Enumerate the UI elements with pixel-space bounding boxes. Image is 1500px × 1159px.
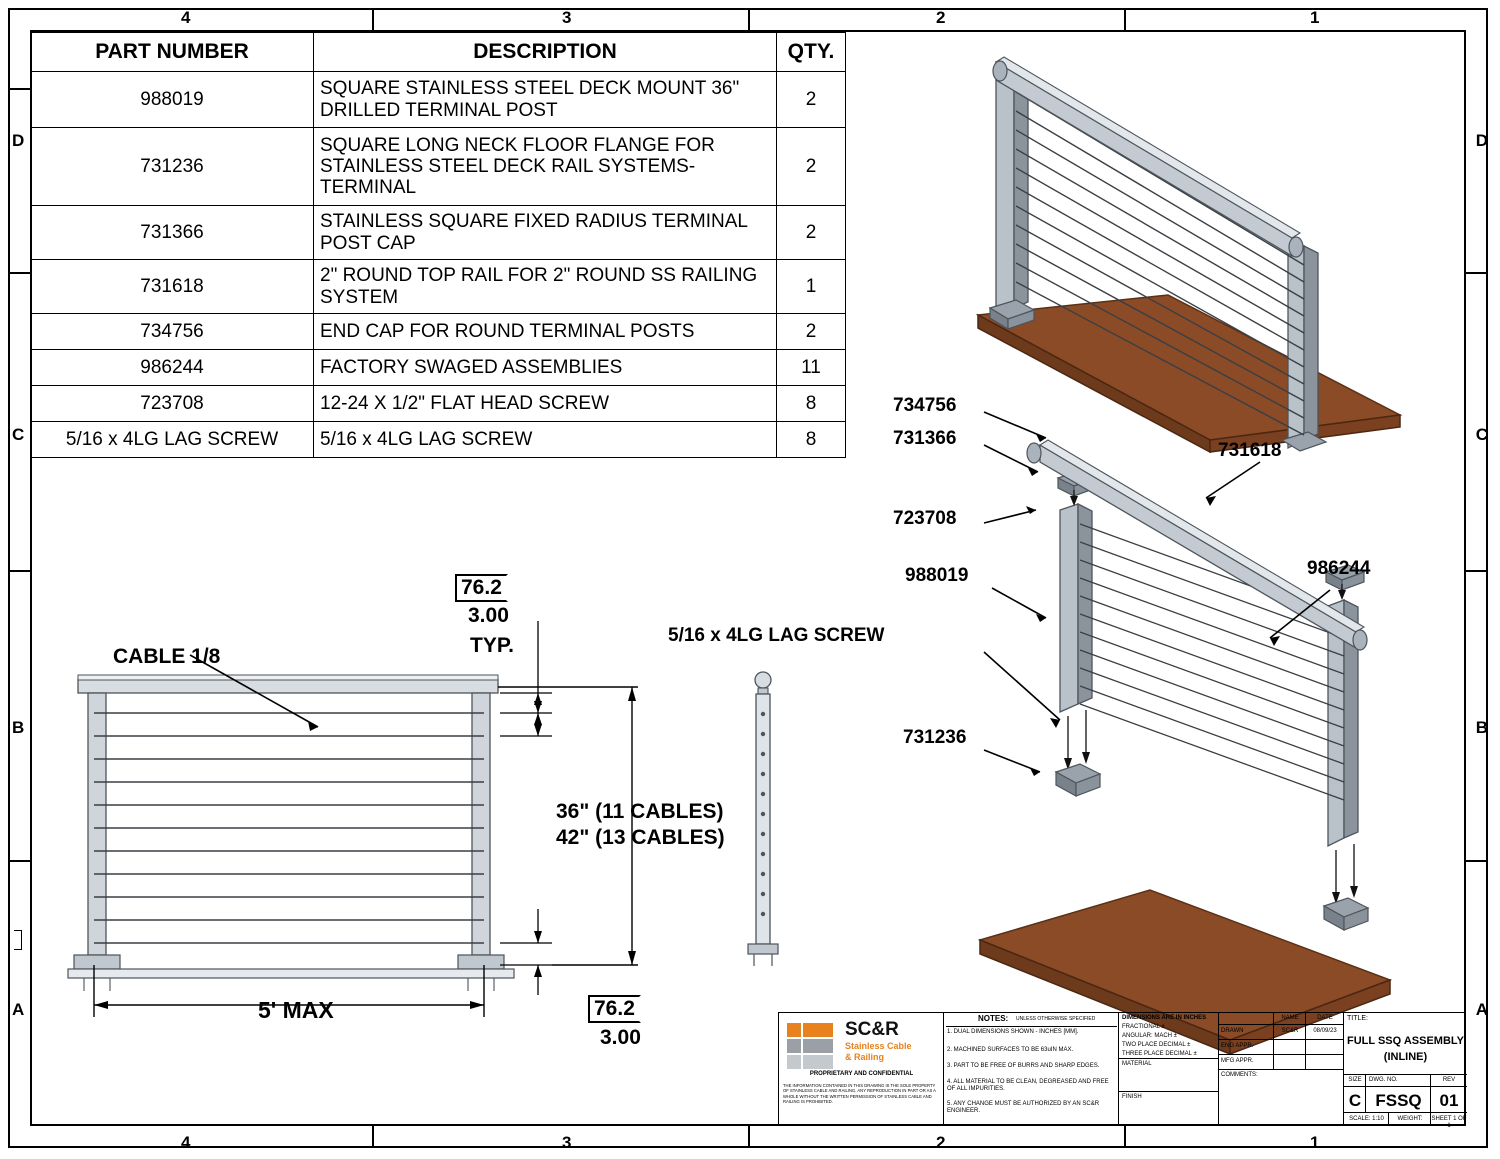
zone-row-c-right: C [1475,425,1488,444]
table-row [31,314,846,350]
note-1: 1. DUAL DIMENSIONS SHOWN - INCHES [MM]. [947,1029,1079,1035]
dwg-value-cell [1366,1087,1431,1113]
zone-col-1-top: 1 [1310,8,1320,27]
logo-brand: SC&R [845,1019,899,1040]
approvals-eng-label: ENG APPR. [1221,1043,1254,1049]
header-qty: QTY. [777,33,846,72]
approval-mfg-name [1274,1055,1306,1070]
callout-label-731366: 731366 [893,428,957,449]
cell-qty: 8 [777,386,846,422]
dim-height-36-label: 36" (11 CABLES) [556,800,724,823]
table-row [31,206,846,260]
zone-col-3-bottom: 3 [562,1133,572,1152]
zone-tick [8,272,30,274]
tolerance-three-place: THREE PLACE DECIMAL ± [1122,1051,1197,1057]
approval-eng-date [1306,1040,1344,1055]
callout-leader-lines [860,390,1500,830]
cell-qty: 2 [777,206,846,260]
drawing-title-line2: (INLINE) [1383,1051,1428,1063]
zone-col-2-bottom: 2 [936,1133,946,1152]
dim-top-mm-value: 76.2 [461,576,502,599]
post-neck [758,688,768,694]
cell-description: 12-24 X 1/2" FLAT HEAD SCREW [314,386,777,422]
zone-tick [8,88,30,90]
cell-qty: 2 [777,314,846,350]
zone-row-b-left: B [12,718,25,737]
cell-part-number: 731618 [31,260,314,314]
approval-eng-name [1274,1040,1306,1055]
callout-label-lag-screw: 5/16 x 4LG LAG SCREW [668,625,885,646]
rev-header [1431,1075,1467,1087]
front-top-rail [78,679,498,693]
front-post-right [472,693,490,955]
header-part-number: PART NUMBER [31,33,314,72]
title-cell [1344,1013,1467,1075]
cell-qty: 11 [777,350,846,386]
sheet-cell [1431,1113,1467,1130]
note-5: 5. ANY CHANGE MUST BE AUTHORIZED BY AN SC&R ENGINEER. [947,1101,1100,1115]
approval-drawn-name [1274,1025,1306,1040]
sheet-label: SHEET 1 OF 1 [1431,1116,1467,1130]
cell-part-number: 5/16 x 4LG LAG SCREW [31,422,314,458]
table-row [31,350,846,386]
leader-986244 [1270,590,1330,638]
rev-label: REV [1442,1077,1456,1083]
callout-label-986244: 986244 [1307,558,1371,579]
table-row [31,72,846,128]
zone-tick [372,8,374,30]
zone-row-d-right: D [1475,131,1488,150]
approval-row-eng [1219,1040,1274,1055]
end-cap-left [993,61,1007,81]
notes-title: NOTES: [978,1014,1009,1023]
approval-row-drawn [1219,1025,1274,1040]
header-description: DESCRIPTION [314,33,777,72]
leader-723708 [984,510,1036,523]
dim-bottom-mm-label [588,995,641,1023]
leader-731618 [1206,462,1260,498]
approvals-mfg-label: MFG APPR. [1221,1058,1254,1064]
post-side-view [718,670,808,980]
zone-col-2-top: 2 [936,8,946,27]
notes-cell [944,1013,1119,1125]
note-2: 2. MACHINED SURFACES TO BE 63uIN MAX. [947,1047,1074,1053]
weight-label: WEIGHT: [1397,1116,1423,1122]
zone-tick [8,570,30,572]
front-deck-line [68,969,514,978]
tolerance-angular: ANGULAR: MACH ± [1122,1033,1177,1039]
confidential-label: PROPRIETARY AND CONFIDENTIAL [809,1071,914,1077]
cell-description: 5/16 x 4LG LAG SCREW [314,422,777,458]
leader-734756 [984,412,1046,438]
zone-col-4-top: 4 [181,8,191,27]
logo-line2: & Railing [845,1052,885,1062]
rev-value-cell [1431,1087,1467,1113]
weight-cell [1389,1113,1431,1125]
approval-blank-header [1219,1013,1274,1025]
front-top-rail-highlight [78,675,498,680]
top-rail-highlight [996,57,1300,238]
zone-row-a-left: A [12,1000,25,1019]
callout-label-723708: 723708 [893,508,957,529]
zone-col-1-bottom: 1 [1310,1133,1320,1152]
note-3: 3. PART TO BE FREE OF BURRS AND SHARP EDGES. [947,1063,1100,1069]
end-cap-right [1289,237,1303,257]
zone-row-a-right: A [1475,1000,1488,1019]
dwg-value: FSSQ [1375,1091,1422,1110]
notes-subtitle: UNLESS OTHERWISE SPECIFIED [1016,1016,1096,1022]
tolerance-fractional: FRACTIONAL ± [1122,1024,1165,1030]
leader-lag-screw [984,652,1060,720]
cell-description: 2" ROUND TOP RAIL FOR 2" ROUND SS RAILING SYSTEM [314,260,777,314]
front-lag-screws [84,978,494,991]
leader-731366 [984,445,1038,472]
logo-square-gray1 [787,1039,801,1053]
lag-screw-group-right [1332,844,1358,904]
callout-label-731618: 731618 [1218,440,1282,461]
assembled-railing-iso-view [900,40,1460,450]
cell-part-number: 723708 [31,386,314,422]
post-ball-top [755,672,771,688]
approvals-date-label: DATE [1317,1015,1333,1021]
post-base-screws [754,954,772,966]
cell-description: SQUARE LONG NECK FLOOR FLANGE FOR STAINLESS STEEL DECK RAIL SYSTEMS-TERMINAL [314,128,777,206]
logo-bar-gray1 [803,1039,833,1053]
comments-cell [1219,1070,1344,1125]
cable-size-label: CABLE 1/8 [113,645,221,668]
zone-tick [1466,272,1488,274]
terminal-post-left [996,72,1014,316]
dim-width-label: 5' MAX [258,997,334,1023]
top-rail [996,62,1292,256]
approvals-drawn-label: DRAWN [1221,1028,1244,1034]
front-base-right [458,955,504,969]
front-elevation-view [60,665,680,1045]
title-block [778,1012,1467,1130]
cell-qty: 2 [777,128,846,206]
cell-part-number: 988019 [31,72,314,128]
approval-row-mfg [1219,1055,1274,1070]
approvals-drawn-name-value: SC&R [1281,1028,1299,1034]
scale-cell [1344,1113,1389,1125]
approval-name-header [1274,1013,1306,1025]
front-base-left [74,955,120,969]
zone-col-3-top: 3 [562,8,572,27]
logo-square-gray2 [787,1055,801,1069]
callout-label-731236: 731236 [903,727,967,748]
dim-bottom-in-label: 3.00 [600,1026,641,1049]
table-row [31,422,846,458]
zone-row-d-left: D [12,131,25,150]
zone-tick [1124,1126,1126,1148]
approval-date-header [1306,1013,1344,1025]
leader-988019 [992,588,1046,618]
table-row [31,260,846,314]
scale-label: SCALE: 1:10 [1349,1116,1384,1122]
cell-description: STAINLESS SQUARE FIXED RADIUS TERMINAL POST CAP [314,206,777,260]
dim-top-mm-label [455,574,508,602]
rev-value: 01 [1439,1091,1459,1110]
drawing-title-line1: FULL SSQ ASSEMBLY [1347,1035,1464,1047]
comments-label: COMMENTS: [1221,1072,1258,1078]
logo-square-orange [787,1023,801,1037]
title-block-logo-cell [779,1013,944,1125]
table-row [31,386,846,422]
post-body [756,694,770,944]
zone-tick [8,860,30,862]
legal-text: THE INFORMATION CONTAINED IN THIS DRAWING IS THE SOLE PROPERTY OF STAINLESS CABLE AND RAILING. ANY REPRODUCTION IN PART OR AS A WHOLE WITHOUT THE WRITTEN PERMISSION OF STAINLESS CABLE AND RAILING IS PROHIBITED. [783,1083,936,1104]
dim-top-in-label: 3.00 [468,604,509,627]
approvals-drawn-date-value: 08/09/23 [1313,1028,1337,1034]
logo-bar-orange [803,1023,833,1037]
callout-label-734756: 734756 [893,395,957,416]
size-label: SIZE [1348,1077,1362,1083]
size-header [1344,1075,1366,1087]
dim-height-42-label: 42" (13 CABLES) [556,826,725,849]
cell-part-number: 731366 [31,206,314,260]
size-value-cell [1344,1087,1366,1113]
dim-bottom-spacing [500,909,552,995]
zone-col-4-bottom: 4 [181,1133,191,1152]
size-value: C [1348,1091,1362,1110]
finish-cell [1119,1092,1219,1125]
dwg-header [1366,1075,1431,1087]
logo-line1: Stainless Cable [845,1041,912,1051]
logo-bar-gray2 [803,1055,833,1069]
zone-tick [1124,8,1126,30]
cell-description: END CAP FOR ROUND TERMINAL POSTS [314,314,777,350]
zone-tick [748,1126,750,1148]
cell-description: SQUARE STAINLESS STEEL DECK MOUNT 36" DRILLED TERMINAL POST [314,72,777,128]
zone-row-c-left: C [12,425,25,444]
callout-label-988019: 988019 [905,565,969,586]
dim-typ-label: TYP. [470,634,514,657]
dim-bottom-mm-value: 76.2 [594,997,635,1020]
finish-label: FINISH [1122,1094,1142,1100]
cell-qty: 1 [777,260,846,314]
note-4: 4. ALL MATERIAL TO BE CLEAN, DEGREASED AND FREE OF ALL IMPURITIES. [947,1079,1109,1093]
material-cell [1119,1059,1219,1092]
tolerance-two-place: TWO PLACE DECIMAL ± [1122,1042,1191,1048]
zone-tick [748,8,750,30]
cell-part-number: 734756 [31,314,314,350]
zone-row-b-right: B [1475,718,1488,737]
post-base-plate [748,944,778,954]
approval-mfg-date [1306,1055,1344,1070]
dwg-label: DWG. NO. [1369,1077,1398,1083]
edge-bracket-mark [14,930,22,950]
cell-part-number: 986244 [31,350,314,386]
tolerance-cell [1119,1013,1219,1059]
zone-tick [372,1126,374,1148]
front-post-left [88,693,106,955]
front-cable-group [94,713,484,943]
title-label: TITLE: [1347,1015,1369,1022]
approvals-name-label: NAME [1281,1015,1299,1021]
cell-description: FACTORY SWAGED ASSEMBLIES [314,350,777,386]
cell-qty: 8 [777,422,846,458]
table-header-row [31,33,846,72]
tolerance-title: DIMENSIONS ARE IN INCHES [1122,1015,1207,1021]
approval-drawn-date [1306,1025,1344,1040]
cell-part-number: 731236 [31,128,314,206]
material-label: MATERIAL [1122,1061,1152,1067]
table-row [31,128,846,206]
cell-qty: 2 [777,72,846,128]
bill-of-materials-table [30,32,846,458]
